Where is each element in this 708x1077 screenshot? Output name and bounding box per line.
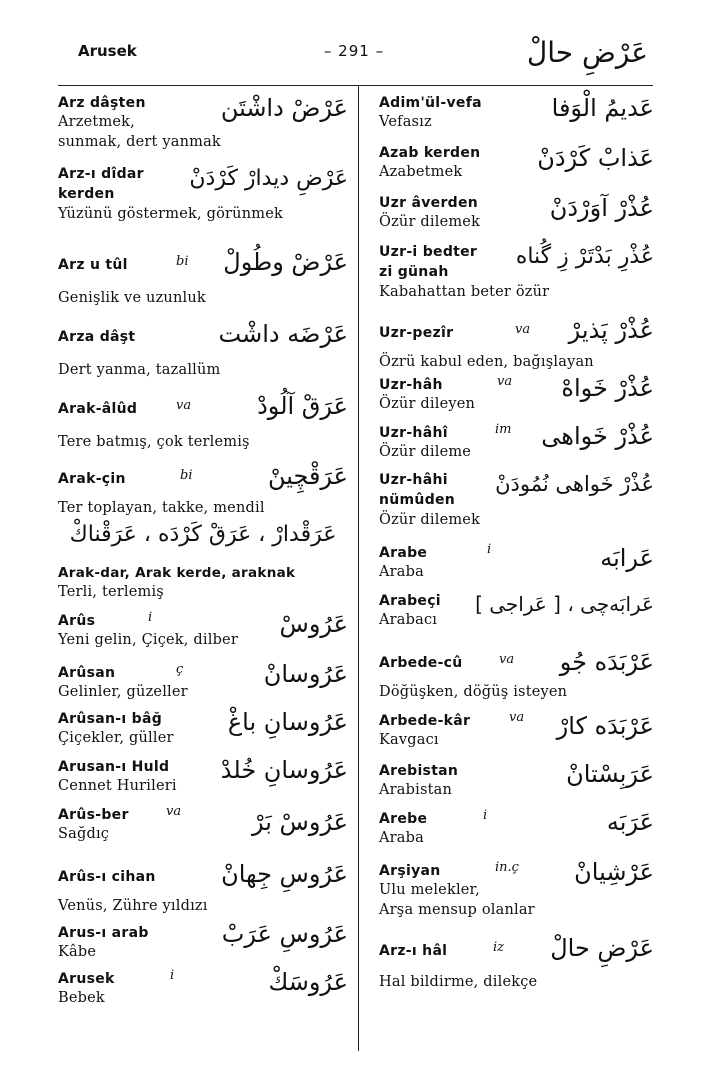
grammar-tag: ç	[176, 662, 184, 677]
arabic-headword: عُذْرْ خَواهی	[541, 422, 654, 450]
definition: Kâbe	[58, 944, 97, 960]
definition: Özür dilemek	[379, 214, 481, 230]
dictionary-entry	[58, 658, 348, 708]
grammar-tag: im	[495, 422, 512, 437]
arabic-headword: عَرُوسانِ باغْ	[227, 708, 348, 736]
dictionary-entry	[58, 922, 348, 968]
arabic-headword: عُذْرْ خَواهی نُمُودَنْ	[495, 472, 654, 496]
dictionary-entry	[58, 968, 348, 1014]
dictionary-entry	[379, 542, 654, 590]
definition: Ter toplayan, takke, mendil	[58, 500, 265, 516]
arabic-headword: عَذابْ كَرْدَنْ	[537, 144, 654, 172]
dictionary-entry	[379, 92, 654, 142]
headword: Uzr âverden	[379, 195, 479, 211]
arabic-headword: عَرَقْچِینْ	[267, 462, 348, 490]
dictionary-entry	[58, 92, 348, 164]
right-column	[379, 92, 654, 990]
arabic-headword: عَرابَه‌چی ، [ عَراجی ]	[475, 592, 654, 616]
definition: Çiçekler, güller	[58, 730, 174, 746]
arabic-headword: عَرابَه	[600, 544, 654, 572]
dictionary-entry	[58, 708, 348, 756]
headword: Uzr-hâhi nümûden	[379, 472, 456, 508]
dictionary-entry	[379, 142, 654, 192]
grammar-tag: va	[166, 804, 182, 819]
dictionary-entry	[58, 756, 348, 804]
arabic-headword: عَرَبِسْتانْ	[566, 760, 654, 788]
header-rule	[58, 85, 653, 86]
headword: Azab kerden	[379, 145, 481, 161]
running-head-right-arabic: عَرْضِ حالْ	[526, 36, 648, 69]
grammar-tag: i	[487, 542, 492, 557]
definition: Yüzünü göstermek, görünmek	[58, 206, 283, 222]
headword: Arûs-ber	[58, 807, 129, 823]
definition: Kavgacı	[379, 732, 439, 748]
headword: Uzr-i bedter zi günah	[379, 244, 478, 280]
headword: Uzr-hâhî	[379, 425, 448, 441]
headword: Uzr-pezîr	[379, 325, 454, 341]
definition: Arabacı	[379, 612, 438, 628]
headword: Arusan-ı Huld	[58, 759, 170, 775]
headword: Arbede-kâr	[379, 713, 471, 729]
arabic-headword: عُذْرْ آوَرْدَنْ	[549, 194, 654, 222]
headword: Arbede-cû	[379, 655, 463, 671]
grammar-tag: va	[176, 398, 192, 413]
grammar-tag: i	[483, 808, 488, 823]
arabic-headword: عَرُوسِ جِهانْ	[221, 860, 348, 888]
dictionary-entry	[379, 934, 654, 990]
dictionary-entry	[58, 804, 348, 862]
definition: Genişlik ve uzunluk	[58, 290, 206, 306]
headword: Arebe	[379, 811, 428, 827]
arabic-headword: عَرُوسانِ خُلدْ	[220, 756, 348, 784]
headword: Arûsan-ı bâğ	[58, 711, 163, 727]
definition: Terli, terlemiş	[58, 584, 164, 600]
grammar-tag: i	[148, 610, 153, 625]
definition: Venüs, Zühre yıldızı	[58, 898, 208, 914]
grammar-tag: bi	[176, 254, 189, 269]
definition: Arabistan	[379, 782, 453, 798]
page-number: – 291 –	[323, 42, 385, 60]
definition: Azabetmek	[379, 164, 463, 180]
definition: Döğüşken, döğüş isteyen	[379, 684, 568, 700]
grammar-tag: va	[509, 710, 525, 725]
arabic-headword: عَرَقْ آلُودْ	[257, 392, 348, 420]
dictionary-entry	[379, 374, 654, 422]
definition: Vefasız	[379, 114, 432, 130]
dictionary-entry	[58, 462, 348, 518]
headword: Arebistan	[379, 763, 459, 779]
dictionary-entry	[58, 562, 348, 610]
definition: Arzetmek, sunmak, dert yanmak	[58, 114, 221, 150]
arabic-headword: عَدیمُ الْوَفا	[551, 94, 654, 122]
running-head-left: Arusek	[78, 42, 137, 60]
headword: Adim'ül-vefa	[379, 95, 482, 111]
arabic-headword: عَرَبَه	[606, 808, 654, 836]
headword: Arak-âlûd	[58, 401, 138, 417]
dictionary-entry	[58, 320, 348, 392]
arabic-variants: عَرَقْدارْ ، عَرَقْ كَرْدَه ، عَرَقْناكْ	[69, 522, 337, 547]
definition: Özür dileme	[379, 444, 472, 460]
headword: Arusek	[58, 971, 115, 987]
left-column	[58, 92, 348, 1014]
arabic-headword: عَرُوسانْ	[263, 660, 348, 688]
headword: Arak-çin	[58, 471, 126, 487]
dictionary-entry	[379, 470, 654, 542]
headword: Arza dâşt	[58, 329, 136, 345]
definition: Tere batmış, çok terlemiş	[58, 434, 250, 450]
dictionary-entry	[379, 422, 654, 470]
definition: Hal bildirme, dilekçe	[379, 974, 538, 990]
arabic-headword: عَرْضِ دیدارْ كَرْدَنْ	[189, 166, 348, 191]
arabic-headword: عُذْرْ خَواهْ	[561, 374, 654, 402]
headword: Uzr-hâh	[379, 377, 443, 393]
definition: Kabahattan beter özür	[379, 284, 550, 300]
arabic-headword: عَرُوسْ	[279, 610, 348, 638]
definition: Bebek	[58, 990, 105, 1006]
definition: Özür dileyen	[379, 396, 476, 412]
grammar-tag: in.ç	[495, 860, 519, 875]
headword: Arak-dar, Arak kerde, araknak	[58, 565, 296, 581]
definition: Özrü kabul eden, bağışlayan	[379, 354, 594, 370]
grammar-tag: va	[499, 652, 515, 667]
dictionary-entry	[379, 808, 654, 858]
definition: Cennet Hurileri	[58, 778, 177, 794]
definition: Ulu melekler, Arşa mensup olanlar	[379, 882, 535, 918]
arabic-headword: عَرْضَه داشْت	[218, 320, 348, 348]
definition: Araba	[379, 830, 424, 846]
headword: Arşiyan	[379, 863, 441, 879]
definition: Yeni gelin, Çiçek, dilber	[58, 632, 238, 648]
definition: Dert yanma, tazallüm	[58, 362, 221, 378]
definition: Gelinler, güzeller	[58, 684, 188, 700]
grammar-tag: i	[170, 968, 175, 983]
arabic-headword: عَرُوسْ بَرْ	[252, 808, 348, 836]
arabic-headword: عَرْبَدَه جُو	[559, 648, 654, 676]
headword: Arabe	[379, 545, 428, 561]
headword: Arz-ı hâl	[379, 943, 448, 959]
dictionary-entry	[379, 242, 654, 316]
headword: Arûsan	[58, 665, 116, 681]
dictionary-entry	[379, 760, 654, 808]
arabic-headword: عَرْضْ داشْتَن	[220, 94, 348, 122]
headword: Arûs	[58, 613, 96, 629]
dictionary-entry	[58, 392, 348, 462]
dictionary-entry	[379, 316, 654, 374]
dictionary-entry	[379, 858, 654, 934]
column-divider	[358, 86, 359, 1051]
dictionary-entry	[379, 192, 654, 242]
arabic-headword: عُذْرْ پَذیرْ	[568, 316, 654, 344]
arabic-headword: عَرْضْ وطُولْ	[223, 248, 348, 276]
dictionary-entry	[379, 590, 654, 648]
arabic-headword: عَرُوسَكْ	[268, 968, 348, 996]
definition: Sağdıç	[58, 826, 110, 842]
arabic-headword: عَرْضِ حالْ	[550, 934, 654, 962]
headword: Arus-ı arab	[58, 925, 149, 941]
headword: Arabeçi	[379, 593, 441, 609]
arabic-headword: عُذْرِ بَدْتَرْ زِ گُناه	[515, 244, 654, 269]
dictionary-entry	[379, 648, 654, 710]
headword: Arz u tûl	[58, 257, 128, 273]
dictionary-entry	[58, 164, 348, 248]
arabic-variants-line	[58, 518, 348, 562]
headword: Arûs-ı cihan	[58, 869, 156, 885]
dictionary-entry	[379, 710, 654, 760]
grammar-tag: va	[515, 322, 531, 337]
definition: Özür dilemek	[379, 512, 481, 528]
dictionary-entry	[58, 248, 348, 320]
definition: Araba	[379, 564, 424, 580]
dictionary-entry	[58, 610, 348, 658]
grammar-tag: va	[497, 374, 513, 389]
headword: Arz dâşten	[58, 95, 146, 111]
grammar-tag: bi	[180, 468, 193, 483]
headword: Arz-ı dîdar kerden	[58, 166, 144, 202]
arabic-headword: عَرْبَدَه كارْ	[556, 712, 654, 740]
page-header	[0, 36, 708, 76]
grammar-tag: iz	[493, 940, 505, 955]
arabic-headword: عَرُوسِ عَرَبْ	[221, 920, 348, 948]
dictionary-entry	[58, 862, 348, 922]
arabic-headword: عَرْشِیانْ	[574, 858, 654, 886]
